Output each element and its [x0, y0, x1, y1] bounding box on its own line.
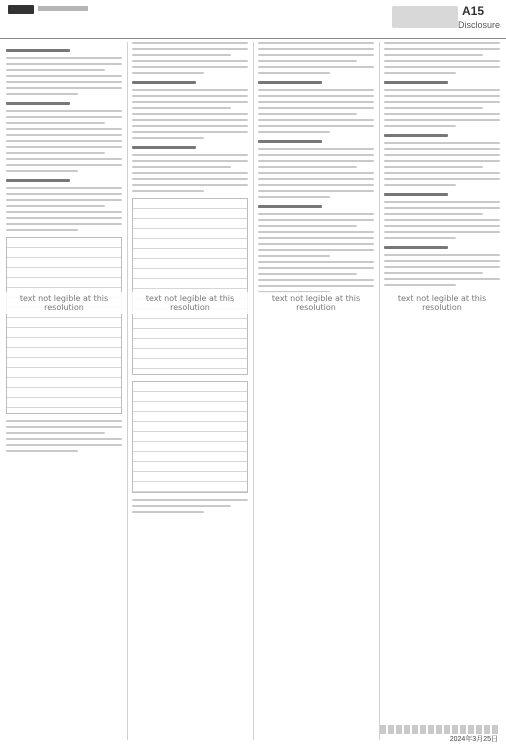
- illegible-notice: text not legible at this resolution: [384, 292, 500, 314]
- publication-logo: [8, 5, 34, 14]
- section-heading: [258, 81, 322, 84]
- column-1: [6, 42, 122, 740]
- section-heading: [6, 49, 70, 52]
- data-table: [6, 237, 122, 414]
- section-heading: [384, 246, 448, 249]
- page-code: A15: [462, 4, 485, 18]
- data-table: [132, 381, 248, 493]
- section-heading: [132, 81, 196, 84]
- illegible-notice: text not legible at this resolution: [258, 292, 374, 314]
- section-heading: [384, 193, 448, 196]
- section-heading: [6, 179, 70, 182]
- section-heading: [258, 140, 322, 143]
- column-divider: [253, 42, 254, 740]
- publication-meta: [38, 6, 88, 11]
- data-table: [132, 198, 248, 375]
- column-2: [132, 42, 248, 740]
- column-3: [258, 42, 374, 740]
- column-divider: [379, 42, 380, 740]
- illegible-notice: text not legible at this resolution: [132, 292, 248, 314]
- illegible-notice: text not legible at this resolution: [6, 292, 122, 314]
- publisher-imprint: [380, 725, 498, 734]
- section-heading: [384, 134, 448, 137]
- column-4: [384, 42, 500, 740]
- section-heading: [132, 146, 196, 149]
- section-banner: [392, 6, 458, 28]
- section-heading: [384, 81, 448, 84]
- article-columns: [6, 42, 500, 740]
- section-title-en: Disclosure: [458, 20, 501, 30]
- masthead: [0, 0, 506, 39]
- section-heading: [258, 205, 322, 208]
- publication-date: 2024年3月25日: [449, 736, 498, 743]
- column-divider: [127, 42, 128, 740]
- section-heading: [6, 102, 70, 105]
